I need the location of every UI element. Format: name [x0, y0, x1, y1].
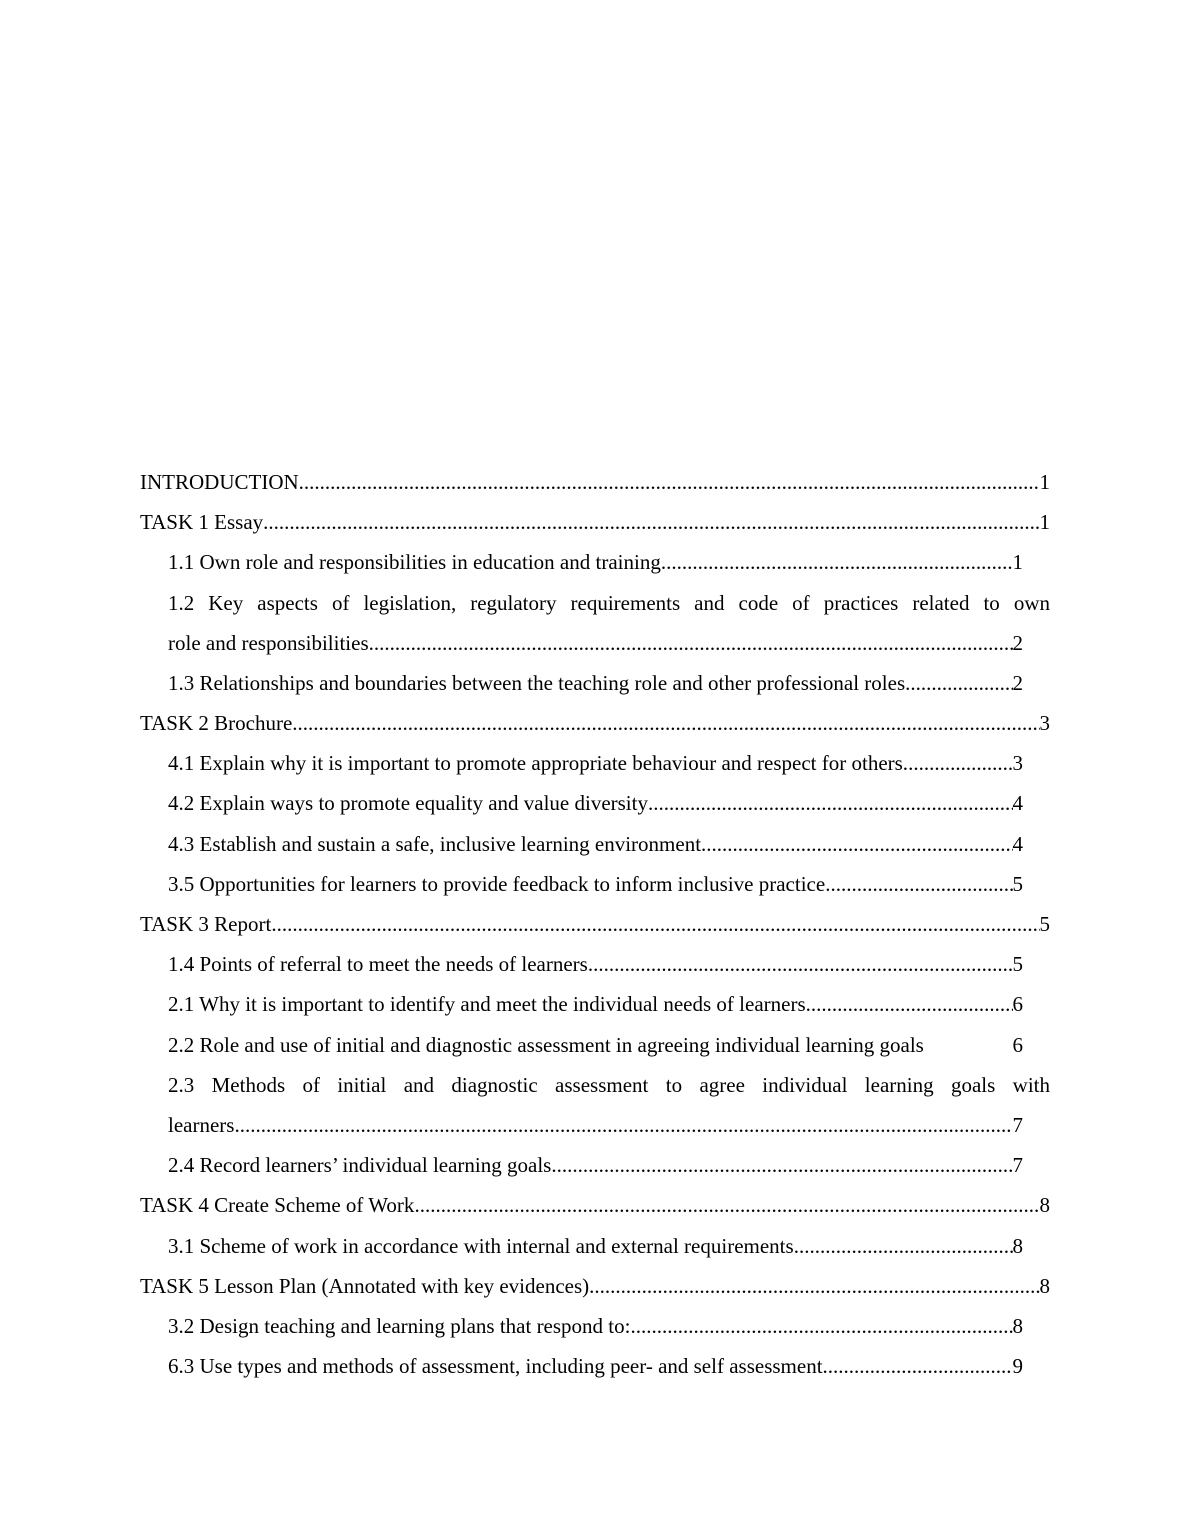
toc-dot-leader — [905, 663, 1012, 703]
toc-entry-task3[interactable] — [140, 904, 1050, 944]
toc-entry-title: TASK 3 Report — [140, 912, 272, 937]
toc-entry-4-3[interactable] — [168, 824, 1023, 864]
toc-entry-title: TASK 2 Brochure — [140, 711, 293, 736]
toc-entry-task4[interactable] — [140, 1185, 1050, 1225]
toc-entry-3-5[interactable] — [168, 864, 1023, 904]
toc-entry-2-1[interactable] — [168, 984, 1023, 1024]
toc-entry-title: 3.2 Design teaching and learning plans that respond to: — [168, 1313, 631, 1338]
toc-entry-line2 — [168, 623, 1023, 663]
toc-page-number: 8 — [1039, 1273, 1050, 1298]
toc-entry-title-line2: learners — [168, 1112, 235, 1137]
toc-entry-title-line1: 2.3 Methods of initial and diagnostic assessment to agree individual learning goals with — [168, 1072, 1050, 1097]
toc-entry-title: TASK 5 Lesson Plan (Annotated with key evidences) — [140, 1273, 590, 1298]
toc-page-number: 7 — [1012, 1153, 1023, 1178]
toc-entry-3-1[interactable] — [168, 1226, 1023, 1266]
toc-entry-line2 — [168, 1105, 1023, 1145]
toc-entry-task1[interactable] — [140, 502, 1050, 542]
toc-entry-2-4[interactable] — [168, 1145, 1023, 1185]
toc-page-number: 1 — [1039, 469, 1050, 494]
toc-entry-title: 1.4 Points of referral to meet the needs of learners — [168, 952, 588, 977]
toc-dot-leader — [823, 1346, 1013, 1386]
toc-entry-1-3[interactable] — [168, 663, 1023, 703]
toc-page-number: 7 — [1012, 1112, 1023, 1137]
toc-dot-leader — [630, 1306, 1012, 1346]
toc-entry-title: 4.3 Establish and sustain a safe, inclusive learning environment — [168, 831, 702, 856]
toc-dot-leader — [661, 542, 1013, 582]
toc-dot-leader — [588, 944, 1013, 984]
toc-dot-leader — [825, 864, 1012, 904]
toc-page-number: 5 — [1039, 912, 1050, 937]
toc-entry-task2[interactable] — [140, 703, 1050, 743]
toc-entry-2-2[interactable] — [168, 1025, 1023, 1065]
toc-dot-leader — [794, 1226, 1013, 1266]
toc-entry-title: 2.2 Role and use of initial and diagnostic assessment in agreeing individual learning goals — [168, 1032, 924, 1057]
toc-page-number: 4 — [1012, 791, 1023, 816]
toc-page-number: 2 — [1012, 670, 1023, 695]
toc-entry-title-line1: 1.2 Key aspects of legislation, regulatory requirements and code of practices related to own — [168, 590, 1050, 615]
toc-page-number: 9 — [1012, 1354, 1023, 1379]
toc-dot-leader — [551, 1145, 1012, 1185]
toc-entry-title: 2.1 Why it is important to identify and meet the individual needs of learners — [168, 992, 806, 1017]
toc-dot-leader — [263, 502, 1039, 542]
toc-dot-leader — [589, 1266, 1039, 1306]
toc-dot-leader — [701, 824, 1012, 864]
toc-entry-introduction[interactable] — [140, 462, 1050, 502]
toc-page-number: 1 — [1012, 550, 1023, 575]
toc-dot-leader — [369, 623, 1013, 663]
toc-page-number: 8 — [1039, 1193, 1050, 1218]
toc-entry-title: 1.3 Relationships and boundaries between the teaching role and other professional roles — [168, 670, 906, 695]
toc-dot-leader — [299, 462, 1040, 502]
toc-page-number: 1 — [1039, 510, 1050, 535]
toc-entry-title: 4.1 Explain why it is important to promote appropriate behaviour and respect for others. — [168, 751, 909, 776]
toc-entry-title: TASK 4 Create Scheme of Work — [140, 1193, 415, 1218]
toc-dot-leader — [271, 904, 1039, 944]
toc-entry-4-2[interactable] — [168, 784, 1023, 824]
toc-entry-title: TASK 1 Essay — [140, 510, 264, 535]
table-of-contents — [140, 462, 1050, 1386]
toc-page-number: 6 — [1012, 992, 1023, 1017]
toc-page-number: 2 — [1012, 630, 1023, 655]
toc-page-number: 3 — [1039, 711, 1050, 736]
toc-entry-title: 3.1 Scheme of work in accordance with internal and external requirements — [168, 1233, 794, 1258]
toc-page-number: 5 — [1012, 952, 1023, 977]
toc-page-number: 8 — [1012, 1233, 1023, 1258]
toc-entry-1-1[interactable] — [168, 542, 1023, 582]
toc-entry-title: 6.3 Use types and methods of assessment, including peer- and self assessment — [168, 1354, 823, 1379]
toc-entry-1-4[interactable] — [168, 944, 1023, 984]
toc-page-number: 3 — [1012, 751, 1023, 776]
toc-page-number: 8 — [1012, 1313, 1023, 1338]
toc-entry-title: INTRODUCTION — [140, 469, 299, 494]
toc-entry-1-2[interactable] — [168, 583, 1050, 663]
toc-dot-leader — [292, 703, 1039, 743]
toc-entry-title-line2: role and responsibilities — [168, 630, 369, 655]
toc-entry-title: 1.1 Own role and responsibilities in education and training — [168, 550, 661, 575]
toc-entry-4-1[interactable] — [168, 743, 1023, 783]
toc-entry-task5[interactable] — [140, 1266, 1050, 1306]
toc-dot-leader — [234, 1105, 1012, 1145]
toc-page-number: 4 — [1012, 831, 1023, 856]
toc-entry-title: 3.5 Opportunities for learners to provide feedback to inform inclusive practice — [168, 871, 826, 896]
toc-dot-leader — [648, 783, 1013, 823]
toc-page-number: 5 — [1012, 871, 1023, 896]
toc-dot-leader — [414, 1185, 1039, 1225]
toc-dot-leader — [806, 984, 1013, 1024]
toc-entry-title: 4.2 Explain ways to promote equality and value diversity — [168, 791, 648, 816]
toc-dot-leader — [908, 743, 1012, 783]
toc-entry-3-2[interactable] — [168, 1306, 1023, 1346]
toc-entry-2-3[interactable] — [168, 1065, 1050, 1145]
toc-entry-title: 2.4 Record learners’ individual learning goals — [168, 1153, 552, 1178]
toc-entry-6-3[interactable] — [168, 1346, 1023, 1386]
toc-page-number: 6 — [1012, 1032, 1023, 1057]
